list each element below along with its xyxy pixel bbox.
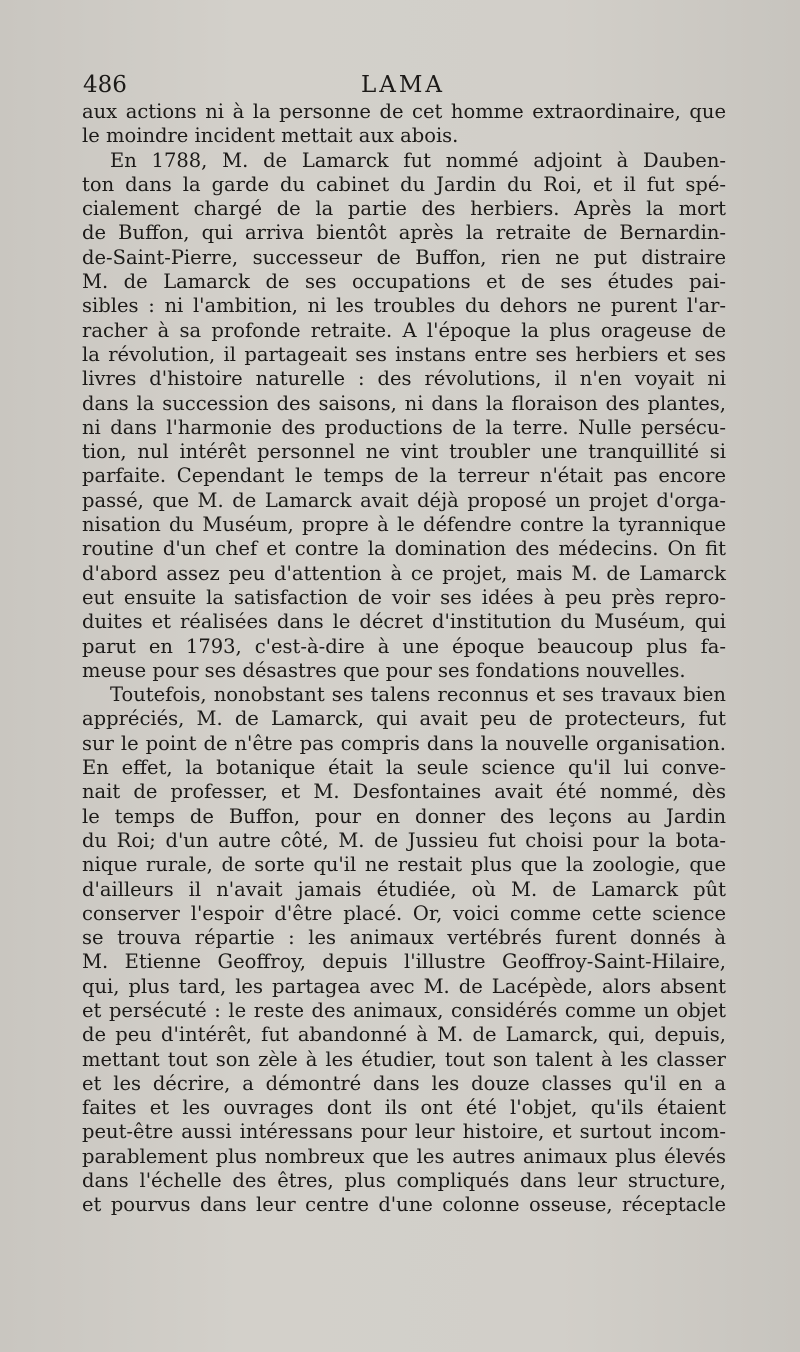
text-line: et persécuté : le reste des animaux, considérés comme un objet [82, 998, 726, 1022]
text-line: et pourvus dans leur centre d'une colonne osseuse, réceptacle [82, 1193, 726, 1217]
text-line: dans l'échelle des êtres, plus compliqués dans leur structure, [82, 1169, 726, 1193]
text-line: et les décrire, a démontré dans les douze classes qu'il en a [82, 1071, 726, 1095]
text-line: ni dans l'harmonie des productions de la terre. Nulle persécu- [82, 415, 726, 439]
text-line: mettant tout son zèle à les étudier, tout son talent à les classer [82, 1047, 726, 1071]
body-text [82, 100, 726, 1218]
text-line: Toutefois, nonobstant ses talens reconnus et ses travaux bien [110, 683, 726, 707]
text-line: qui, plus tard, les partagea avec M. de Lacépède, alors absent [82, 974, 726, 998]
text-line: racher à sa profonde retraite. A l'époque la plus orageuse de [82, 318, 726, 342]
text-line: du Roi; d'un autre côté, M. de Jussieu fut choisi pour la bota- [82, 828, 726, 852]
page-header [83, 68, 723, 102]
text-line: tion, nul intérêt personnel ne vint troubler une tranquillité si [82, 440, 726, 464]
text-line: le temps de Buffon, pour en donner des leçons au Jardin [82, 804, 726, 828]
text-line: faites et les ouvrages dont ils ont été l'objet, qu'ils étaient [82, 1096, 726, 1120]
running-title: LAMA [360, 72, 446, 98]
text-line: aux actions ni à la personne de cet homme extraordinaire, que [82, 100, 726, 123]
text-line: de Buffon, qui arriva bientôt après la retraite de Bernardin- [82, 221, 726, 245]
text-line: En 1788, M. de Lamarck fut nommé adjoint à Dauben- [110, 148, 726, 172]
text-line: livres d'histoire naturelle : des révolutions, il n'en voyait ni [82, 367, 726, 391]
text-line: de-Saint-Pierre, successeur de Buffon, rien ne put distraire [82, 245, 726, 269]
text-line: eut ensuite la satisfaction de voir ses idées à peu près repro- [82, 585, 726, 609]
text-line: nisation du Muséum, propre à le défendre contre la tyrannique [82, 513, 726, 537]
text-line: de peu d'intérêt, fut abandonné à M. de Lamarck, qui, depuis, [82, 1023, 726, 1047]
text-line: nique rurale, de sorte qu'il ne restait plus que la zoologie, que [82, 853, 726, 877]
text-line: duites et réalisées dans le décret d'institution du Muséum, qui [82, 610, 726, 634]
text-line: se trouva répartie : les animaux vertébrés furent donnés à [82, 926, 726, 950]
text-line: parablement plus nombreux que les autres animaux plus élevés [82, 1144, 726, 1168]
text-line: conserver l'espoir d'être placé. Or, voici comme cette science [82, 901, 726, 925]
text-line: d'ailleurs il n'avait jamais étudiée, où M. de Lamarck pût [82, 877, 726, 901]
text-line: peut-être aussi intéressans pour leur histoire, et surtout incom- [82, 1120, 726, 1144]
page-number: 486 [83, 72, 127, 98]
text-line: parfaite. Cependant le temps de la terreur n'était pas encore [82, 464, 726, 488]
text-line: appréciés, M. de Lamarck, qui avait peu de protecteurs, fut [82, 707, 726, 731]
text-line: cialement chargé de la partie des herbiers. Après la mort [82, 197, 726, 221]
text-line: sibles : ni l'ambition, ni les troubles du dehors ne purent l'ar- [82, 294, 726, 318]
text-line: passé, que M. de Lamarck avait déjà proposé un projet d'orga- [82, 488, 726, 512]
text-line: ton dans la garde du cabinet du Jardin du Roi, et il fut spé- [82, 172, 726, 196]
text-line: M. Etienne Geoffroy, depuis l'illustre Geoffroy-Saint-Hilaire, [82, 950, 726, 974]
text-line: nait de professer, et M. Desfontaines avait été nommé, dès [82, 780, 726, 804]
text-line: le moindre incident mettait aux abois. [82, 124, 459, 148]
text-line: la révolution, il partageait ses instans entre ses herbiers et ses [82, 342, 726, 366]
text-line: M. de Lamarck de ses occupations et de ses études pai- [82, 270, 726, 294]
text-line: sur le point de n'être pas compris dans la nouvelle organisation. [82, 731, 726, 755]
text-line: parut en 1793, c'est-à-dire à une époque beaucoup plus fa- [82, 634, 726, 658]
text-line: d'abord assez peu d'attention à ce projet, mais M. de Lamarck [82, 561, 726, 585]
text-line: meuse pour ses désastres que pour ses fondations nouvelles. [82, 658, 686, 682]
text-line: En effet, la botanique était la seule science qu'il lui conve- [82, 756, 726, 780]
text-line: routine d'un chef et contre la domination des médecins. On fit [82, 537, 726, 561]
text-line: dans la succession des saisons, ni dans la floraison des plantes, [82, 391, 726, 415]
